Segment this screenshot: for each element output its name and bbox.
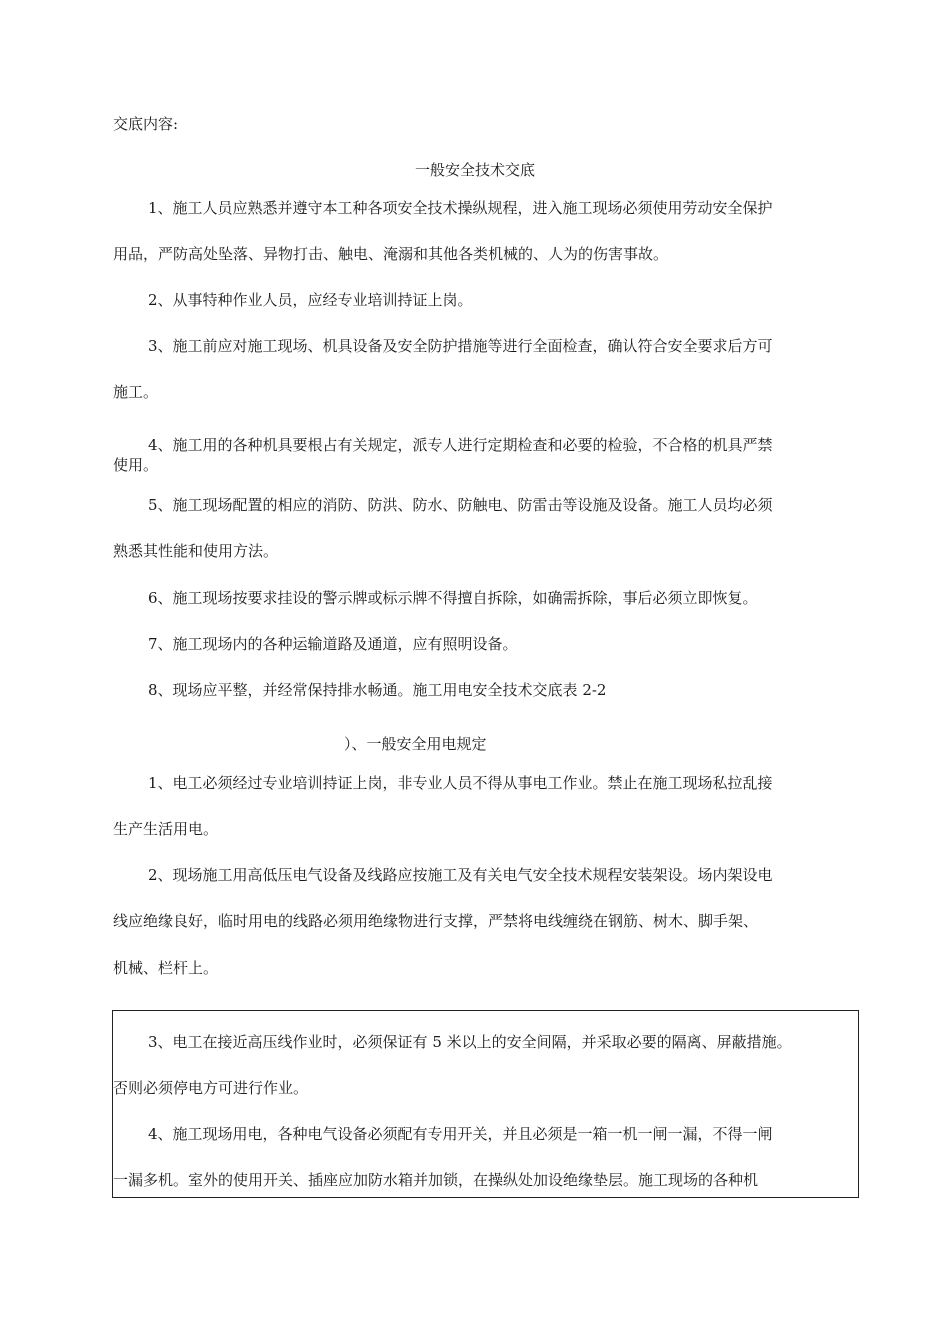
item-1-line-2: 用品，严防高处坠落、异物打击、触电、淹溺和其他各类机械的、人为的伤害事故。 [113,245,669,263]
item-3-line-1: 3、施工前应对施工现场、机具设备及安全防护措施等进行全面检查，确认符合安全要求后方可 [148,337,773,355]
item-4-line-2: 使用。 [113,456,159,474]
item-8-line-1: 8、现场应平整，并经常保持排水畅通。施工用电安全技术交底表 2-2 [148,681,607,699]
item-1-line-1: 1、施工人员应熟悉并遵守本工种各项安全技术操纵规程，进入施工现场必须使用劳动安全保护 [148,199,773,217]
section-title-electrical: ）、一般安全用电规定 [344,735,487,753]
box-item-3-line-2: 否则必须停电方可进行作业。 [113,1079,309,1097]
elec-item-1-line-2: 生产生活用电。 [113,820,219,838]
item-4-line-1: 4、施工用的各种机具要根占有关规定，派专人进行定期检查和必要的检验，不合格的机具严禁 [148,436,773,454]
item-2-line-1: 2、从事特种作业人员，应经专业培训持证上岗。 [148,291,473,309]
item-7-line-1: 7、施工现场内的各种运输道路及通道，应有照明设备。 [148,635,518,653]
elec-item-2-line-1: 2、现场施工用高低压电气设备及线路应按施工及有关电气安全技术规程安装架设。场内架设电 [148,866,773,884]
item-5-line-1: 5、施工现场配置的相应的消防、防洪、防水、防触电、防雷击等设施及设备。施工人员均必须 [148,496,773,514]
item-3-line-2: 施工。 [113,383,159,401]
intro-label: 交底内容: [113,115,179,133]
elec-item-2-line-2: 线应绝缘良好，临时用电的线路必须用绝缘物进行支撑，严禁将电线缠绕在钢筋、树木、脚手架、 [113,912,759,930]
section-title-general-safety: 一般安全技术交底 [414,161,535,179]
box-item-3-line-1: 3、电工在接近高压线作业时，必须保证有 5 米以上的安全间隔，并采取必要的隔离、屏蔽措施。 [148,1033,792,1051]
item-6-line-1: 6、施工现场按要求挂设的警示牌或标示牌不得擅自拆除，如确需拆除，事后必须立即恢复。 [148,589,758,607]
box-item-4-line-2: 一漏多机。室外的使用开关、插座应加防水箱并加锁，在操纵处加设绝缘垫层。施工现场的各种机 [113,1171,759,1189]
elec-item-2-line-3: 机械、栏杆上。 [113,959,219,977]
box-item-4-line-1: 4、施工现场用电，各种电气设备必须配有专用开关，并且必须是一箱一机一闸一漏，不得一闸 [148,1125,773,1143]
item-5-line-2: 熟悉其性能和使用方法。 [113,542,279,560]
elec-item-1-line-1: 1、电工必须经过专业培训持证上岗，非专业人员不得从事电工作业。禁止在施工现场私拉乱接 [148,774,773,792]
